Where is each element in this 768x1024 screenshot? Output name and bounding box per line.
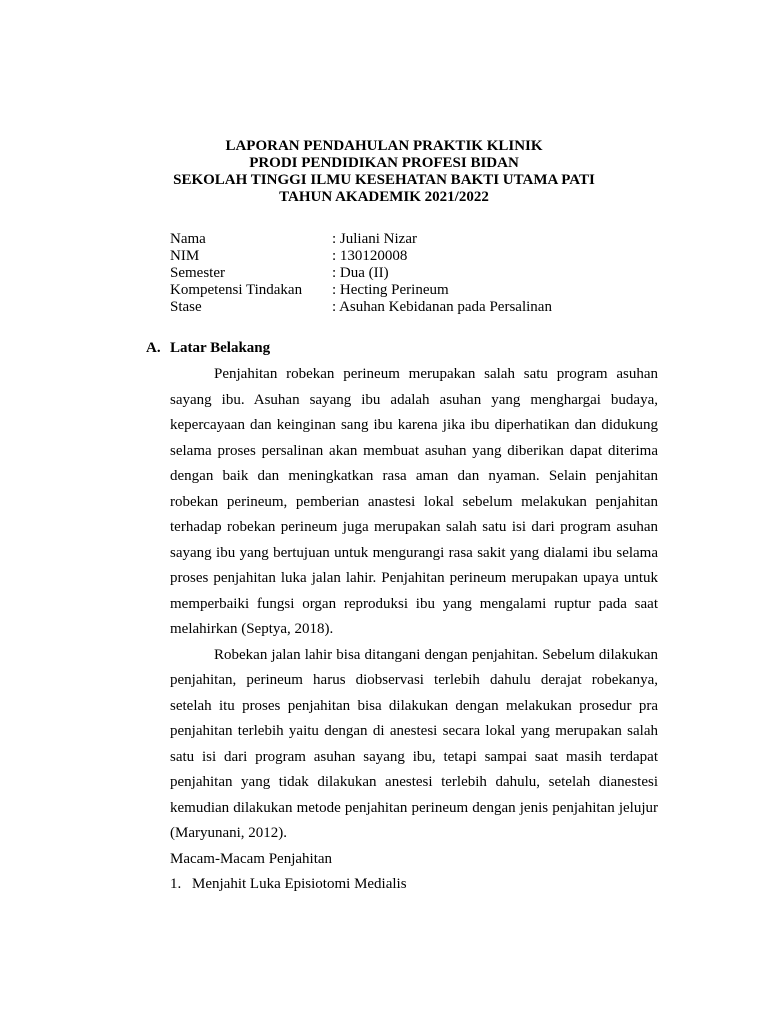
section-title: Latar Belakang — [170, 340, 271, 356]
info-row-semester — [170, 265, 552, 282]
student-info-table — [170, 231, 552, 316]
info-value: : Juliani Nizar — [332, 231, 417, 247]
info-row-nim — [170, 248, 552, 265]
info-label: NIM — [170, 248, 200, 264]
list-item — [170, 872, 658, 898]
body-text — [170, 362, 658, 898]
paragraph-2: Robekan jalan lahir bisa ditangani dengan penjahitan. Sebelum dilakukan penjahitan, perineum harus diobservasi terlebih dahulu derajat robekanya, setelah itu proses penjahitan bisa dilakukan dengan melakukan prosedur pra penjahitan terlebih yaitu dengan di anestesi secara lokal yang merupakan salah satu isi dari program asuhan sayang ibu, tetapi sampai saat masih terdapat penjahitan yang tidak dilakukan anestesi terlebih dahulu, setelah dianestesi kemudian dilakukan metode penjahitan perineum dengan jenis penjahitan jelujur (Maryunani, 2012). — [170, 646, 658, 841]
info-label: Nama — [170, 231, 206, 247]
title-line-1: LAPORAN PENDAHULAN PRAKTIK KLINIK — [225, 138, 543, 154]
info-label: Kompetensi Tindakan — [170, 282, 303, 298]
list-number: 1. — [170, 876, 182, 892]
info-row-nama — [170, 231, 552, 248]
info-label: Stase — [170, 299, 202, 315]
document-title — [0, 138, 768, 206]
section-marker: A. — [146, 340, 161, 356]
info-label: Semester — [170, 265, 225, 281]
info-value: : Hecting Perineum — [332, 282, 449, 298]
title-line-2: PRODI PENDIDIKAN PROFESI BIDAN — [249, 155, 519, 171]
info-row-kompetensi — [170, 282, 552, 299]
section-heading — [146, 340, 270, 357]
title-line-4: TAHUN AKADEMIK 2021/2022 — [279, 189, 489, 205]
title-line-3: SEKOLAH TINGGI ILMU KESEHATAN BAKTI UTAMA PATI — [173, 172, 595, 188]
subheading: Macam-Macam Penjahitan — [170, 850, 333, 867]
info-value: : 130120008 — [332, 248, 408, 264]
info-row-stase — [170, 299, 552, 316]
paragraph-1: Penjahitan robekan perineum merupakan salah satu program asuhan sayang ibu. Asuhan sayang ibu adalah asuhan yang menghargai budaya, kepercayaan dan keinginan sang ibu karena jika ibu diperhatikan dan didukung selama proses persalinan akan membuat asuhan yang diberikan dapat diterima dengan baik dan meningkatkan rasa aman dan nyaman. Selain penjahitan robekan perineum, pemberian anastesi lokal sebelum melakukan penjahitan terhadap robekan perineum juga merupakan salah satu isi dari program asuhan sayang ibu yang bertujuan untuk mengurangi rasa sakit yang dialami ibu selama proses penjahitan luka jalan lahir. Penjahitan perineum merupakan upaya untuk memperbaiki fungsi organ reproduksi ibu yang mengalami ruptur pada saat melahirkan (Septya, 2018). — [170, 366, 658, 637]
info-value: : Dua (II) — [332, 265, 389, 281]
info-value: : Asuhan Kebidanan pada Persalinan — [332, 299, 552, 315]
list-text: Menjahit Luka Episiotomi Medialis — [192, 876, 407, 892]
